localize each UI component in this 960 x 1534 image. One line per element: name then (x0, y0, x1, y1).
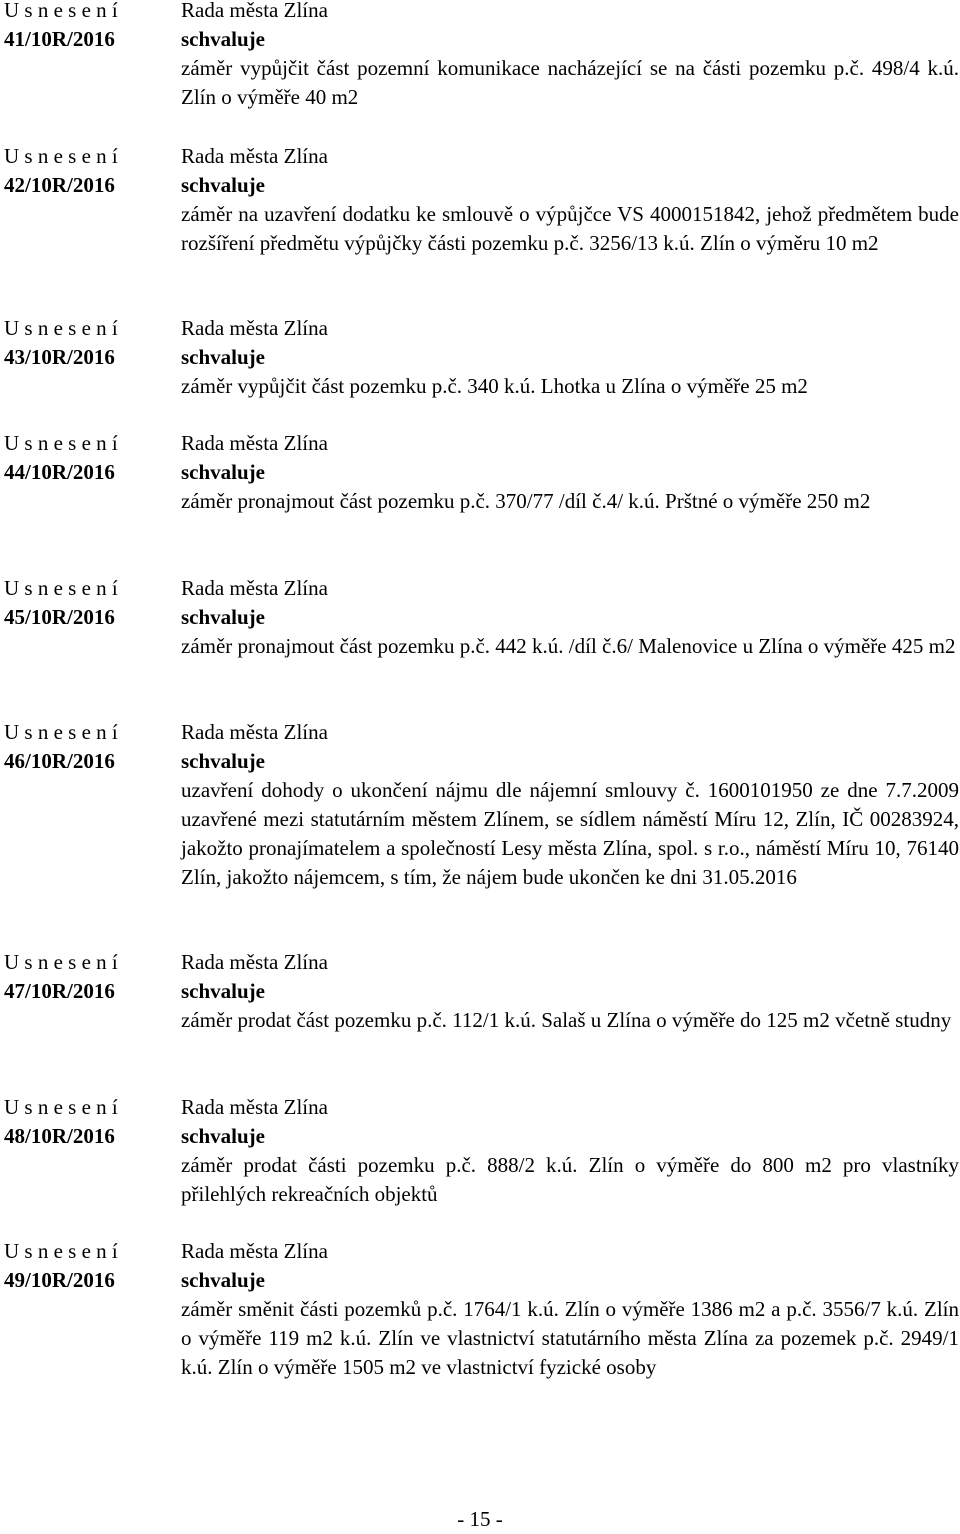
resolution-text: uzavření dohody o ukončení nájmu dle nájemní smlouvy č. 1600101950 ze dne 7.7.2009 uzavřené mezi statutárním městem Zlínem, se sídlem náměstí Míru 12, Zlín, IČ 00283924, jakožto pronajímatelem a společností Lesy města Zlína, spol. s r.o., náměstí Míru 10, 76140 Zlín, jakožto nájemcem, s tím, že nájem bude ukončen ke dni 31.05.2016 (181, 778, 959, 889)
resolution-number: 41/10R/2016 (4, 27, 115, 51)
resolution-verb: schvaluje (181, 1124, 265, 1148)
resolution-verb: schvaluje (181, 979, 265, 1003)
resolution-heading: U s n e s e n í (4, 316, 118, 340)
resolution-heading: U s n e s e n í (4, 950, 118, 974)
resolution-text: záměr prodat části pozemku p.č. 888/2 k.ú. Zlín o výměře do 800 m2 pro vlastníky přilehlých rekreačních objektů (181, 1153, 959, 1206)
resolution-label (4, 142, 174, 200)
resolution-body (181, 574, 959, 661)
resolution-heading: U s n e s e n í (4, 720, 118, 744)
resolution-heading: U s n e s e n í (4, 144, 118, 168)
resolution-text: záměr vypůjčit část pozemní komunikace nacházející se na části pozemku p.č. 498/4 k.ú. Zlín o výměře 40 m2 (181, 56, 959, 109)
resolution-verb: schvaluje (181, 460, 265, 484)
resolution-text: záměr pronajmout část pozemku p.č. 442 k.ú. /díl č.6/ Malenovice u Zlína o výměře 425 m2 (181, 634, 956, 658)
resolution-verb: schvaluje (181, 27, 265, 51)
resolution-organ: Rada města Zlína (181, 576, 328, 600)
resolution-body (181, 1237, 959, 1382)
resolution-text: záměr směnit části pozemků p.č. 1764/1 k.ú. Zlín o výměře 1386 m2 a p.č. 3556/7 k.ú. Zlín o výměře 119 m2 k.ú. Zlín ve vlastnictví statutárního města Zlína za pozemek p.č. 2949/1 k.ú. Zlín o výměře 1505 m2 ve vlastnictví fyzické osoby (181, 1297, 959, 1379)
resolution-number: 44/10R/2016 (4, 460, 115, 484)
resolution-heading: U s n e s e n í (4, 1239, 118, 1263)
resolution-text: záměr na uzavření dodatku ke smlouvě o výpůjčce VS 4000151842, jehož předmětem bude rozšíření předmětu výpůjčky části pozemku p.č. 3256/13 k.ú. Zlín o výměru 10 m2 (181, 202, 959, 255)
resolution-organ: Rada města Zlína (181, 1239, 328, 1263)
resolution-heading: U s n e s e n í (4, 1095, 118, 1119)
resolution-organ: Rada města Zlína (181, 720, 328, 744)
resolution-text: záměr prodat část pozemku p.č. 112/1 k.ú. Salaš u Zlína o výměře do 125 m2 včetně studny (181, 1008, 952, 1032)
resolution-body (181, 0, 959, 112)
resolution-text: záměr vypůjčit část pozemku p.č. 340 k.ú. Lhotka u Zlína o výměře 25 m2 (181, 374, 808, 398)
resolution-heading: U s n e s e n í (4, 431, 118, 455)
resolution-label (4, 429, 174, 487)
resolution-body (181, 429, 959, 516)
resolution-number: 46/10R/2016 (4, 749, 115, 773)
resolution-label (4, 314, 174, 372)
resolution-organ: Rada města Zlína (181, 316, 328, 340)
resolution-text: záměr pronajmout část pozemku p.č. 370/77 /díl č.4/ k.ú. Prštné o výměře 250 m2 (181, 489, 871, 513)
resolution-number: 42/10R/2016 (4, 173, 115, 197)
resolution-heading: U s n e s e n í (4, 576, 118, 600)
resolution-organ: Rada města Zlína (181, 950, 328, 974)
resolution-label (4, 1093, 174, 1151)
page-number: - 15 - (457, 1507, 503, 1531)
resolution-number: 43/10R/2016 (4, 345, 115, 369)
resolution-label (4, 718, 174, 776)
resolution-organ: Rada města Zlína (181, 431, 328, 455)
resolution-label (4, 0, 174, 54)
resolution-verb: schvaluje (181, 749, 265, 773)
resolution-verb: schvaluje (181, 173, 265, 197)
resolution-label (4, 948, 174, 1006)
resolution-body (181, 948, 959, 1035)
resolution-number: 49/10R/2016 (4, 1268, 115, 1292)
resolution-body (181, 314, 959, 401)
resolution-body (181, 718, 959, 892)
resolution-verb: schvaluje (181, 1268, 265, 1292)
resolution-number: 47/10R/2016 (4, 979, 115, 1003)
resolution-label (4, 1237, 174, 1295)
resolution-verb: schvaluje (181, 345, 265, 369)
resolution-organ: Rada města Zlína (181, 0, 328, 22)
resolution-body (181, 1093, 959, 1209)
resolution-organ: Rada města Zlína (181, 1095, 328, 1119)
resolution-number: 48/10R/2016 (4, 1124, 115, 1148)
resolution-number: 45/10R/2016 (4, 605, 115, 629)
resolution-body (181, 142, 959, 258)
resolution-heading: U s n e s e n í (4, 0, 118, 22)
resolution-organ: Rada města Zlína (181, 144, 328, 168)
resolution-label (4, 574, 174, 632)
resolution-verb: schvaluje (181, 605, 265, 629)
